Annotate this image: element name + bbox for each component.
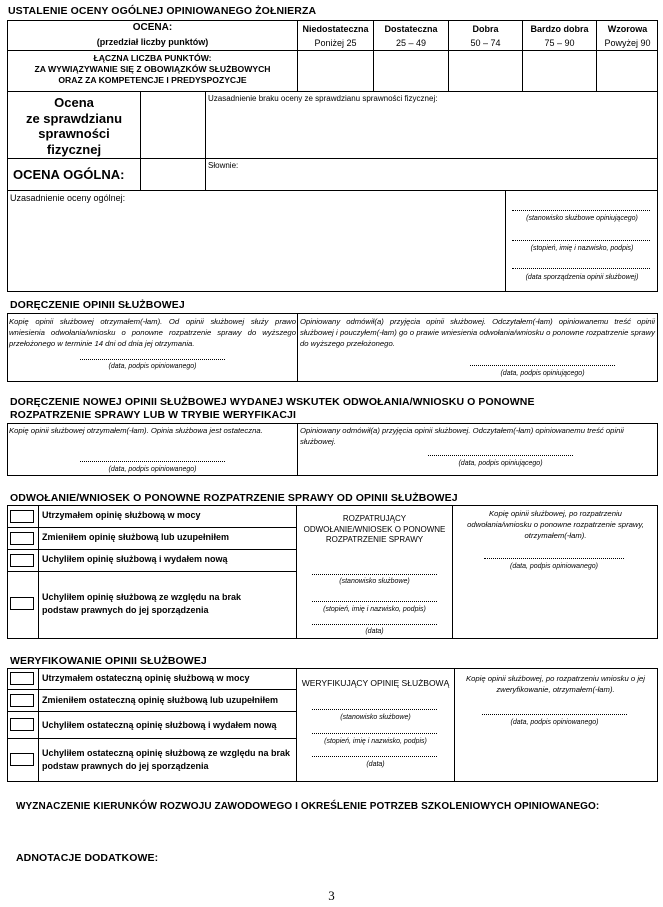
sig-position-caption: (stanowisko służbowe opiniującego) (526, 215, 638, 222)
divider (7, 571, 296, 572)
section-title-career-development: WYZNACZENIE KIERUNKÓW ROZWOJU ZAWODOWEGO I OKREŚLENIE POTRZEB SZKOLENIOWYCH OPINIOWANEGO: (16, 801, 600, 812)
fitness-line: ze sprawdzianu (25, 110, 123, 126)
divider (7, 711, 296, 712)
divider (7, 158, 658, 159)
option-checkbox-2[interactable] (10, 532, 34, 545)
signature-line (512, 268, 650, 269)
delivery-right-text: Opiniowany odmówił(a) przyjęcia opinii służbowej. Odczytałem(-łam) opiniowanemu treść opinii służbowej i pouczyłem(-łam) go o prawie wniesienia odwołania/wniosku o ponowne rozpatrzenie sprawy do wyższego przełożonego. (300, 317, 655, 348)
divider (7, 549, 296, 550)
grade-name-5: Wzorowa (607, 24, 648, 34)
verify-option-2: Zmieniłem ostateczną opinię służbową lub uzupełniłem (42, 695, 279, 705)
total-points-line: ZA WYWIĄZYWANIE SIĘ Z OBOWIĄZKÓW SŁUŻBOWYCH (34, 64, 271, 74)
signature-line (312, 709, 437, 710)
divider (38, 505, 39, 639)
section-title-verification: WERYFIKOWANIE OPINII SŁUŻBOWEJ (10, 655, 207, 667)
grade-name-3: Dobra (472, 24, 499, 34)
signature-line (312, 624, 437, 625)
appeal-reviewer-header (297, 514, 452, 546)
option-checkbox-1[interactable] (10, 510, 34, 523)
total-points-line: ŁĄCZNA LICZBA PUNKTÓW: (93, 53, 212, 63)
verify-checkbox-2[interactable] (10, 694, 34, 707)
divider (38, 668, 39, 782)
divider (7, 738, 296, 739)
verify-right-text: Kopię opinii służbowej, po rozpatrzeniu wniosku o jej zweryfikowanie, otrzymałem(-łam). (465, 674, 646, 694)
delivery-left-text: Kopię opinii służbowej otrzymałem(-łam). Od opinii służbowej służy prawo wniesienia odwołania/wniosku o ponowne rozpatrzenie sprawy do wyższego przełożonego w terminie 14 dni od dnia jej otrzymania. (9, 317, 296, 348)
fitness-line: fizycznej (46, 141, 102, 157)
divider (7, 689, 296, 690)
fitness-test-label (8, 95, 140, 157)
section-title-overall-rating: USTALENIE OCENY OGÓLNEJ OPINIOWANEGO ŻOŁNIERZA (8, 5, 317, 17)
fitness-line: sprawności (38, 126, 110, 141)
reviewer-header-line: ODWOŁANIE/WNIOSEK O PONOWNE (303, 524, 446, 534)
divider (454, 668, 455, 782)
divider (7, 91, 658, 92)
appeal-right-text: Kopię opinii służbowej, po rozpatrzeniu odwołania/wniosku o ponowne rozpatrzenie sprawy, otrzymałem(-łam). (467, 509, 644, 540)
new-delivery-right-text: Opiniowany odmówił(a) przyjęcia opinii służbowej. Odczytałem(-łam) opiniowanemu treść opinii służbowej. (300, 426, 624, 446)
overall-justification-label: Uzasadnienie oceny ogólnej: (10, 193, 126, 203)
divider (7, 190, 658, 191)
signature-line (80, 461, 225, 462)
grade-name-4: Bardzo dobra (530, 24, 589, 34)
overall-rating-label: OCENA OGÓLNA: (13, 167, 125, 182)
section-title-delivery: DORĘCZENIE OPINII SŁUŻBOWEJ (10, 299, 185, 311)
grade-name-1: Niedostateczna (302, 24, 369, 34)
signature-line (312, 733, 437, 734)
signature-line (312, 574, 437, 575)
fitness-line: Ocena (54, 95, 94, 110)
appeal-option-4: Uchyliłem opinię służbową ze względu na brak podstaw prawnych do jej sporządzenia (42, 592, 242, 615)
section-title-appeal: ODWOŁANIE/WNIOSEK O PONOWNE ROZPATRZENIE SPRAWY OD OPINII SŁUŻBOWEJ (10, 492, 458, 504)
signature-line (482, 714, 627, 715)
signature-line (470, 365, 615, 366)
grade-range-5: Powyżej 90 (604, 38, 651, 48)
total-points-label (8, 53, 297, 86)
verify-option-4: Uchyliłem ostateczną opinię służbową ze względu na brak podstaw prawnych do jej sporządzenia (42, 748, 291, 771)
grade-range-1: Poniżej 25 (314, 38, 357, 48)
verify-option-3: Uchyliłem ostateczną opinię służbową i wydałem nową (42, 720, 277, 730)
signature-line (312, 756, 437, 757)
verify-checkbox-4[interactable] (10, 753, 34, 766)
appeal-option-3: Uchyliłem opinię służbową i wydałem nową (42, 554, 228, 564)
delivery-right-sig: (data, podpis opiniującego) (500, 370, 585, 377)
sig-date-caption: (data sporządzenia opinii służbowej) (525, 274, 639, 281)
verify-checkbox-3[interactable] (10, 718, 34, 731)
signature-line (512, 210, 650, 211)
new-delivery-right-sig: (data, podpis opiniującego) (458, 460, 543, 467)
przedzial-label: (przedział liczby punktów) (96, 37, 209, 47)
verify-checkbox-1[interactable] (10, 672, 34, 685)
verify-sig-date: (data) (366, 761, 385, 768)
fitness-justification-label: Uzasadnienie braku oceny ze sprawdzianu sprawności fizycznej: (208, 94, 438, 103)
divider (297, 423, 298, 476)
appeal-option-2: Zmieniłem opinię służbową lub uzupełniłem (42, 532, 230, 542)
option-checkbox-4[interactable] (10, 597, 34, 610)
section-title-additional-notes: ADNOTACJE DODATKOWE: (16, 852, 159, 864)
divider (140, 91, 141, 190)
verify-sig-name: (stopień, imię i nazwisko, podpis) (324, 738, 427, 745)
verifier-header: WERYFIKUJĄCY OPINIĘ SŁUŻBOWĄ (301, 678, 450, 688)
appeal-sig-name: (stopień, imię i nazwisko, podpis) (323, 606, 426, 613)
grade-range-2: 25 – 49 (395, 38, 427, 48)
signature-line (512, 240, 650, 241)
signature-line (80, 359, 225, 360)
grade-range-4: 75 – 90 (544, 38, 575, 48)
verify-right-sig: (data, podpis opiniowanego) (510, 719, 599, 726)
section-title-new-delivery: DORĘCZENIE NOWEJ OPINII SŁUŻBOWEJ WYDANEJ WSKUTEK ODWOŁANIA/WNIOSKU O PONOWNE (10, 396, 535, 408)
verify-option-1: Utrzymałem ostateczną opinię służbową w mocy (42, 673, 250, 683)
ocena-label: OCENA: (132, 22, 173, 33)
appeal-sig-date: (data) (365, 628, 384, 635)
sig-name-caption: (stopień, imię i nazwisko, podpis) (530, 245, 634, 252)
new-delivery-left-text: Kopię opinii służbowej otrzymałem(-łam). Opinia służbowa jest ostateczna. (9, 426, 263, 435)
grade-range-3: 50 – 74 (470, 38, 501, 48)
reviewer-header-line: ROZPATRZENIE SPRAWY (325, 535, 424, 544)
slownie-label: Słownie: (208, 161, 239, 170)
divider (297, 313, 298, 382)
signature-line (428, 455, 573, 456)
option-checkbox-3[interactable] (10, 554, 34, 567)
divider (452, 505, 453, 639)
page-number: 3 (328, 888, 335, 903)
delivery-left-sig: (data, podpis opiniowanego) (108, 363, 197, 370)
verify-sig-position: (stanowisko służbowe) (340, 714, 411, 721)
section-title-new-delivery-2: ROZPATRZENIE SPRAWY LUB W TRYBIE WERYFIKACJI (10, 409, 296, 421)
grade-name-2: Dostateczna (384, 24, 438, 34)
appeal-sig-position: (stanowisko służbowe) (339, 578, 410, 585)
reviewer-header-line: ROZPATRUJĄCY (342, 514, 407, 523)
signature-line (312, 601, 437, 602)
new-delivery-left-sig: (data, podpis opiniowanego) (108, 466, 197, 473)
signature-line (484, 558, 624, 559)
divider (205, 91, 206, 190)
divider (7, 527, 296, 528)
divider (7, 50, 658, 51)
appeal-option-1: Utrzymałem opinię służbową w mocy (42, 510, 201, 520)
total-points-line: ORAZ ZA KOMPETENCJE I PREDYSPOZYCJE (58, 75, 247, 85)
appeal-right-sig: (data, podpis opiniowanego) (510, 563, 598, 570)
